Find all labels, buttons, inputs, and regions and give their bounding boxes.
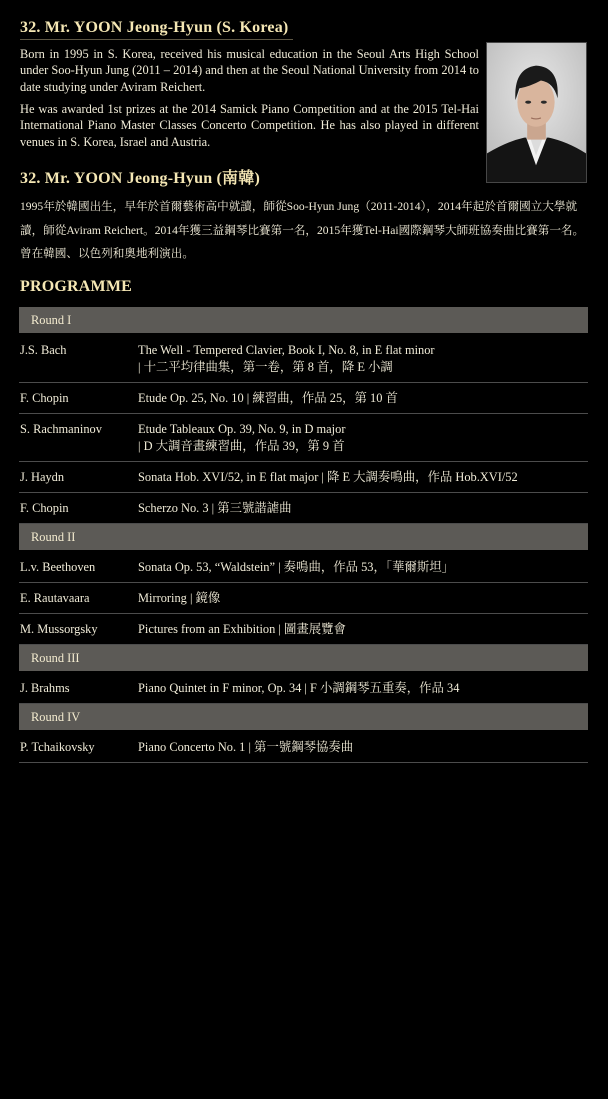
round-header: [19, 307, 588, 334]
work-title: [137, 614, 588, 645]
work-title-line: Scherzo No. 3 | 第三號諧謔曲: [138, 501, 292, 515]
work-title: [137, 383, 588, 414]
work-title-line: Sonata Op. 53, “Waldstein” | 奏鳴曲，作品 53，「華爾斯坦」: [138, 560, 455, 574]
work-title-line: Piano Quintet in F minor, Op. 34 | F 小調鋼琴五重奏，作品 34: [138, 681, 460, 695]
composer-name: M. Mussorgsky: [19, 614, 137, 645]
programme-row: [19, 551, 588, 583]
work-title: [137, 672, 588, 704]
work-title-line: Piano Concerto No. 1 | 第一號鋼琴協奏曲: [138, 740, 354, 754]
round-label: Round II: [19, 524, 588, 552]
programme-table-body: [19, 307, 588, 763]
work-title: [137, 583, 588, 614]
performer-title-en: 32. Mr. YOON Jeong-Hyun (S. Korea): [20, 19, 289, 36]
programme-heading: PROGRAMME: [20, 278, 133, 295]
work-title-line: The Well - Tempered Clavier, Book I, No. 8, in E flat minor: [138, 343, 435, 357]
portrait-image: [487, 43, 586, 182]
work-title-line: Sonata Hob. XVI/52, in E flat major | 降 E 大調奏鳴曲，作品 Hob.XVI/52: [138, 470, 518, 484]
work-title: [137, 462, 588, 493]
bio-en-paragraph-1: Born in 1995 in S. Korea, received his musical education in the Seoul Arts High School under Soo-Hyun Jung (2011 – 2014) and then at the Seoul National University from 2014 to date studying under Aviram Reichert.: [20, 47, 479, 94]
round-header: [19, 645, 588, 673]
programme-row: [19, 414, 588, 462]
work-title-line: Mirroring | 鏡像: [138, 591, 221, 605]
performer-title-zh: 32. Mr. YOON Jeong-Hyun (南韓): [20, 170, 260, 187]
programme-row: [19, 583, 588, 614]
work-title: [137, 493, 588, 524]
work-title: [137, 414, 588, 462]
work-title: [137, 731, 588, 763]
bio-en-paragraph-2: He was awarded 1st prizes at the 2014 Samick Piano Competition and at the 2015 Tel-Hai International Piano Master Classes Concerto Competition. He has also played in different venues in S. Korea, Israel and Austria.: [20, 102, 479, 149]
work-title-line: | 十二平均律曲集，第一卷，第 8 首，降 E 小調: [138, 360, 393, 374]
work-title: [137, 334, 588, 383]
composer-name: J. Haydn: [19, 462, 137, 493]
composer-name: F. Chopin: [19, 493, 137, 524]
programme-row: [19, 334, 588, 383]
programme-row: [19, 383, 588, 414]
composer-name: E. Rautavaara: [19, 583, 137, 614]
composer-name: S. Rachmaninov: [19, 414, 137, 462]
composer-name: J. Brahms: [19, 672, 137, 704]
work-title-line: Pictures from an Exhibition | 圖畫展覽會: [138, 622, 346, 636]
performer-photo: [486, 42, 587, 183]
programme-row: [19, 493, 588, 524]
work-title-line: Etude Op. 25, No. 10 | 練習曲，作品 25，第 10 首: [138, 391, 398, 405]
bio-zh-paragraph: 1995年於韓國出生，早年於首爾藝術高中就讀，師從Soo-Hyun Jung（2011-2014），2014年起於首爾國立大學就讀，師從Aviram Reichert。2014年獲三益鋼琴比賽第一名，2015年獲Tel-Hai國際鋼琴大師班協奏曲比賽第一名。曾在韓國、以色列和奧地利演出。: [20, 200, 585, 260]
programme-row: [19, 731, 588, 763]
round-header: [19, 524, 588, 552]
composer-name: J.S. Bach: [19, 334, 137, 383]
composer-name: L.v. Beethoven: [19, 551, 137, 583]
programme-table: [19, 307, 588, 763]
work-title-line: Etude Tableaux Op. 39, No. 9, in D major: [138, 422, 346, 436]
composer-name: P. Tchaikovsky: [19, 731, 137, 763]
round-label: Round I: [19, 307, 588, 334]
work-title-line: | D 大調音畫練習曲，作品 39，第 9 首: [138, 439, 345, 453]
round-label: Round IV: [19, 704, 588, 732]
work-title: [137, 551, 588, 583]
round-label: Round III: [19, 645, 588, 673]
programme-row: [19, 672, 588, 704]
programme-row: [19, 614, 588, 645]
composer-name: F. Chopin: [19, 383, 137, 414]
programme-row: [19, 462, 588, 493]
round-header: [19, 704, 588, 732]
